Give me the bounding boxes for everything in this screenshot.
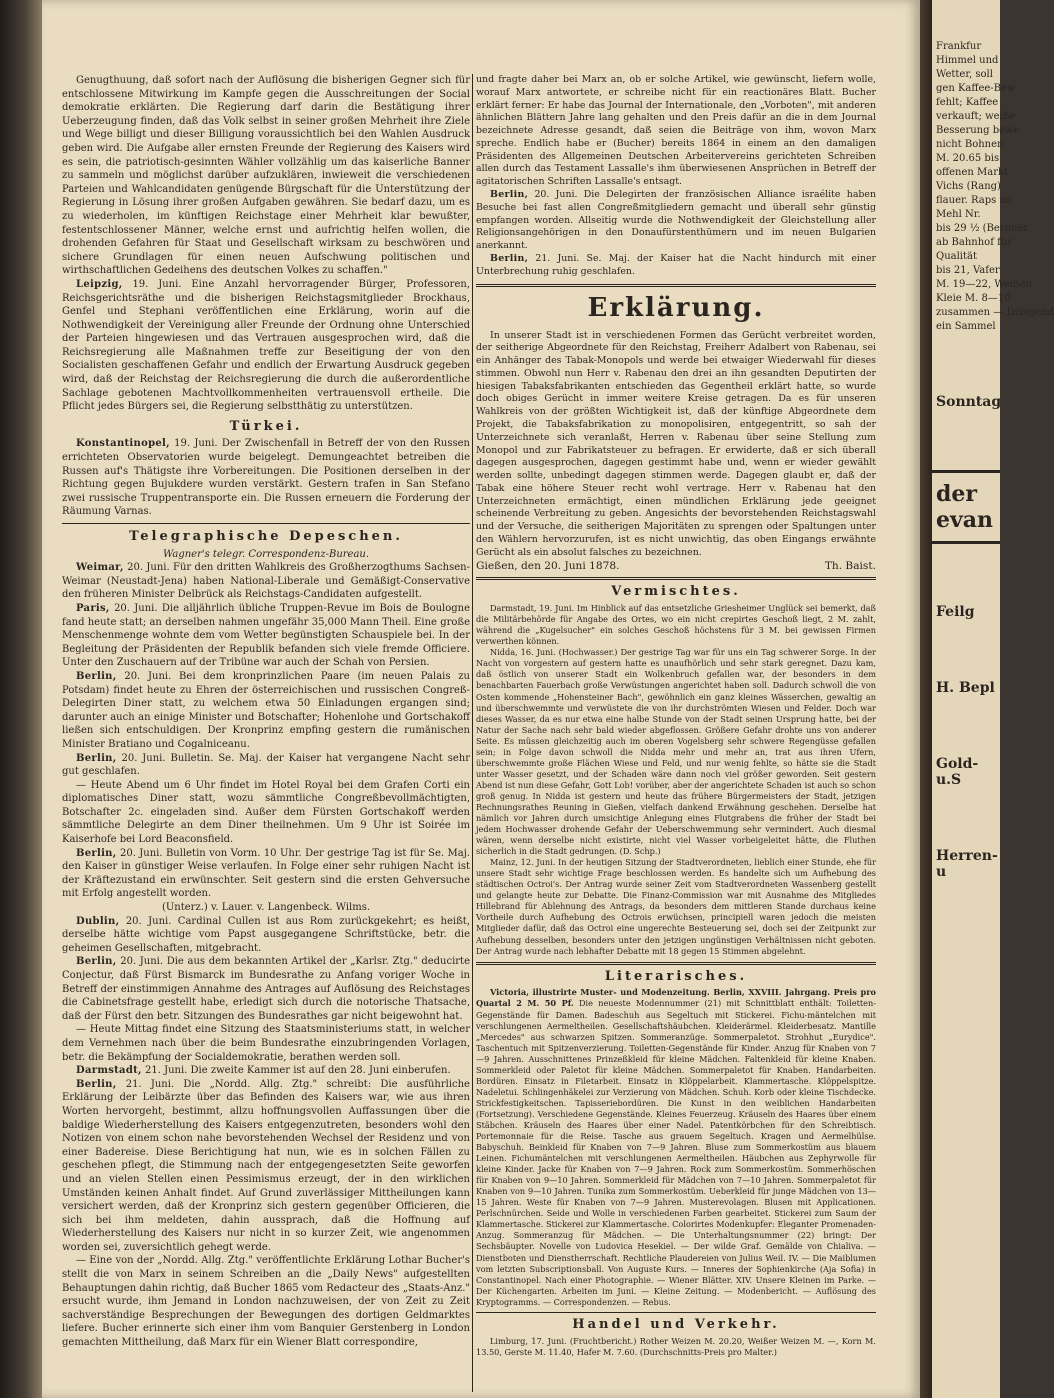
dateline: Berlin, xyxy=(490,252,529,264)
adjacent-page-heading: H. Bepl xyxy=(936,680,995,696)
book-gutter xyxy=(920,0,932,1398)
right-column xyxy=(476,74,876,1358)
dateline-paragraph xyxy=(62,1064,470,1078)
adjacent-page-fragment: flauer. Raps no xyxy=(936,195,1012,206)
dateline-paragraph xyxy=(62,670,470,752)
dateline: Konstantinopel, xyxy=(76,438,170,450)
dateline-text: 21. Juni. Die zweite Kammer ist auf den 28. Juni einberufen. xyxy=(145,1065,451,1077)
dateline: Darmstadt, xyxy=(76,1065,142,1077)
dateline-text: 19. Juni. Eine Anzahl hervorragender Bürger, Professoren, Reichsgerichtsräthe und die bisherigen Reichstagsmitglieder Brockhaus, Genfel und Stephani veröffentlichen eine Erklärung, worin auf die Nothwendigkeit der Vereinigung aller Freunde der Ordnung ohne Unterschied der Parteien hingewiesen und das Vertrauen ausgesprochen wird, daß die Reichsregierung alle Maßnahmen treffe zur Beseitigung der von den Socialisten geschaffenen Gefahr und endlich der Erwartung Ausdruck gegeben wird, daß der Reichstag der Reichsregierung die durch die außerordentliche Sachlage gebotenen Machtvollkommenheiten vertrauensvoll ertheile. Die Pflicht jedes Bürgers sei, die Regierung selbstthätig zu unterstützen. xyxy=(62,278,470,413)
adjacent-page-fragment: fehlt; Kaffee xyxy=(936,97,999,108)
column-divider xyxy=(472,74,473,1392)
dateline-text: 20. Juni. Für den dritten Wahlkreis des Großherzogthums Sachsen-Weimar (Neustadt-Jena) haben National-Liberale und Gemäßigt-Conservative den früheren Minister Delbrück als Reichstags-Candidaten aufgestellt. xyxy=(62,562,470,601)
dateline-paragraph xyxy=(476,189,876,253)
adjacent-page-fragment: Kleie M. 8—10 xyxy=(936,293,1011,304)
literarisches-body xyxy=(476,987,876,1307)
adjacent-page-fragment: Wetter, soll xyxy=(936,69,993,80)
handel-rule xyxy=(476,1312,876,1313)
vermischtes-rule xyxy=(476,577,876,580)
dateline-text: 20. Juni. Cardinal Cullen ist aus Rom zurückgekehrt; es heißt, derselbe hätte wichtige vom Papst ausgegangene Schriftstücke, betr. die geheimen Gesellschaften, mitgebracht. xyxy=(62,915,470,954)
dateline-paragraph xyxy=(62,955,470,1023)
erklaerung-rule-top xyxy=(476,284,876,287)
literarisches-text: Die neueste Modennummer (21) mit Schnittblatt enthält: Toiletten-Gegenstände für Damen. Badeschuh aus Segeltuch mit Stickerei. Fichu-mäntelchen mit verschlungenen Aermeltheilen. Gesellschaftshäubchen. Kleiderärmel. Kleiderbesatz. Mantille „Mercedes" aus schwarzen Spitzen. Sommeranzüge. Sommerpaletot. Strohhut „Eurydice". Taschentuch mit Spitzenverzierung. Toiletten-Gegenstände für Kinder. Anzug für Knaben von 7—9 Jahren. Ausschnittenes Prinzeßkleid für kleine Mädchen. Faltenkleid für kleine Knaben. Sommerkleid oder Paletot für kleine Mädchen. Sommerpaletot für Knaben. Handarbeiten. Bordüren. Einsatz in Filetarbeit. Einsatz in Klöppelarbeit. Klammertasche. Klöppelspitze. Nadeletui. Schlingenhäkelei zur Verzierung von Mädchen. Schuh. Korb oder kleine Tischdecke. Strickfestigkeitschen. Tapisseriebordüren. Die Kunst in den weiblichen Handarbeiten (Fortsetzung). Verschiedene Gegenstände. Kleines Feuerzeug. Kräuseln des Haares über einem Stäbchen. Kräuseln des Haares über einer Nadel. Patentkörbchen für den Schreibtisch. Portemonnaie für die Reise. Tasche aus grauem Segeltuch. Kragen und Aermelhülse. Babyschuh. Beinkleid für Knaben von 7—9 Jahren. Bluse zum Sommerkostüm aus blauem Leinen. Fichumäntelchen mit verschlungenen Aermeltheilen. Häubchen aus Zephyrwolle für kleine Kinder. Jacke für Knaben von 7—9 Jahren. Rock zum Sommerkostüm. Sommerhöschen für Knaben von 9—10 Jahren. Sommerkleid für Mädchen von 7—10 Jahren. Sommerpaletot für Knaben von 9—10 Jahren. Tunika zum Sommerkostüm. Ueberkleid für junge Mädchen von 13—15 Jahren. Weste für Knaben von 7—9 Jahren. Musterevolagen. Blusen mit Applicationen. Perlschnürchen. Seide und Wolle in verschiedenen Farben gearbeitet. Stickerei zum Saum der Klammertasche. Stickerei zur Klammertasche. Colorirtes Modenkupfer: Eleganter Promenaden-Anzug. Sommeranzug für Mädchen. — Die Unterhaltungsnummer (22) bringt: Der Sechsbäupter. Novelle von Ludovica Hesekiel. — Der wilde Graf. Gemälde von Chialiva. — Dienstboten und Dienstherrschaft. Rechtliche Plaudereien von Julius Weil. IV. — Die Maiblumen vom letzten Subscriptionsball. Von Auguste Kurs. — Inneres der Sophienkirche (Aja Sofia) in Constantinopel. Nach einer Photographie. — Wiener Blätter. XIV. Unsere Kleinen im Parke. — Der Küchengarten. Arbeiten im Juni. — Kleine Zeitung. — Modenbericht. — Auflösung des Kryptogramms. — Correspondenzen. — Rebus. xyxy=(476,998,876,1307)
dateline-paragraph xyxy=(476,253,876,279)
literarisches-rule xyxy=(476,962,876,965)
dateline-paragraph xyxy=(62,561,470,602)
adjacent-page-fragment: M. 19—22, Weißen xyxy=(936,279,1033,290)
dateline: Berlin, xyxy=(76,752,117,764)
erklaerung-title: Erklärung. xyxy=(587,292,765,323)
vermischtes-items xyxy=(476,603,876,957)
dateline-text: 21. Juni. Die „Nordd. Allg. Ztg." schreibt: Die ausführliche Erklärung der Leibärzte über das Befinden des Kaisers war, wie aus ihren Worten hervorgeht, bestimmt, allzu hoffnungsvollen Auffassungen über die baldige Wiederherstellung des Kaisers entgegenzutreten, besonders wohl den Notizen von einem schon nahe bevorstehenden Wechsel der Residenz und von einer Badereise. Diese Berichtigung hat nun, wie es in solchen Fällen zu geschehen pflegt, die Stimmung nach der entgegengesetzten Seite geworfen und an vielen Stellen einen Pessimismus erzeugt, der in den wirklichen Umständen keinen Anhalt findet. Auf Grund zuverlässiger Mittheilungen kann versichert werden, daß der Kronprinz sich gestern gegenüber Officieren, die sich bei ihm meldeten, dahin aussprach, daß die Hoffnung auf Wiederherstellung des Kaisers nur nicht in so kurzer Zeit, wie angenommen worden sei, zuversichtlich gehegt werde. xyxy=(62,1078,470,1253)
article-paragraph: und fragte daher bei Marx an, ob er solche Artikel, wie gewünscht, liefern wolle, worauf Marx antwortete, er schreibe nicht für ein reactionäres Blatt. Bucher erklärt ferner: Er habe das Journal der Internationale, den „Vorboten", mit anderen ähnlichen Blättern Jahre lang gehalten und den Preis dafür an die in dem Journal bezeichnete Adresse gesandt, daß seien die Beiträge von ihm, wovon Marx spreche. Endlich habe er (Bucher) bereits 1864 in einem an den damaligen Präsidenten des Allgemeinen Deutschen Arbeitervereins gerichteten Schreiben allen durch das Testament Lassalle's ihm überwiesenen Ansprüchen in Betreff der agitatorischen Schriften Lassalle's entsagt. xyxy=(476,74,876,188)
adjacent-page-fragment: Vichs (Rang) xyxy=(936,181,1001,192)
dateline: Dublin, xyxy=(76,915,120,927)
dateline: Weimar, xyxy=(76,562,124,574)
literarisches-head: Victoria, illustrirte Muster- und Modenzeitung. Berlin, XXVIII. Jahrgang. Preis pro Quartal 2 M. 50 Pf. xyxy=(476,987,876,1009)
vermischtes-item: Darmstadt, 19. Juni. Im Hinblick auf das entsetzliche Griesheimer Unglück sei bemerkt, daß die Militärbehörde für Angabe des Ortes, wo ein nicht crepirtes Geschoß liegt, 2 M. zahlt, während die „Kugelsucher" ein solches Geschoß höchstens für 3 M. bei gewissen Firmen verwerthen können. xyxy=(476,603,876,647)
book-spine xyxy=(0,0,42,1398)
adjacent-page-fragment: Besserung bewe xyxy=(936,125,1020,136)
adjacent-page-heading: der evan xyxy=(932,470,1000,544)
adjacent-page-fragment: bis 21, Vafer xyxy=(936,265,1000,276)
adjacent-page-fragment: verkauft; weiße xyxy=(936,111,1016,122)
dateline: Berlin, xyxy=(76,1078,117,1090)
section-rule xyxy=(62,523,470,524)
vermischtes-title: Vermischtes. xyxy=(611,584,741,600)
article-paragraph: — Eine von der „Nordd. Allg. Ztg." veröffentlichte Erklärung Lothar Bucher's stellt die von Marx in seinem Schreiben an die „Daily News" aufgestellten Behauptungen dahin richtig, daß Bucher 1865 vom Redacteur des „Staats-Anz." ersucht wurde, ihm Jemand in London nachzuweisen, der von Zeit zu Zeit sachverständige Besprechungen der Bewegungen des dortigen Geldmarktes liefere. Bucher erinnerte sich einer ihm vom Banquier Gerstenberg in London gemachten Mittheilung, daß Marx für ein Wiener Blatt correspondire, xyxy=(62,1255,470,1349)
dateline-text: 21. Juni. Se. Maj. der Kaiser hat die Nacht hindurch mit einer Unterbrechung ruhig geschlafen. xyxy=(476,252,877,277)
adjacent-page-heading: Feilg xyxy=(936,604,975,620)
handel-body xyxy=(476,1336,876,1358)
literarisches-title: Literarisches. xyxy=(604,968,748,984)
erklaerung-signature: Th. Baist. xyxy=(824,559,876,572)
dateline-paragraph xyxy=(62,915,470,956)
adjacent-page-fragment: zusammen — Dringend xyxy=(936,307,1054,318)
erklaerung-text: In unserer Stadt ist in verschiedenen Formen das Gerücht verbreitet worden, der seitherige Abgeordnete für den Reichstag, Freiherr Adalbert von Rabenau, sei ein Anhänger des Tabak-Monopols und werde bei etwaiger Wiederwahl für dieses stimmen. Obwohl nun Herr v. Rabenau den drei an ihn gesandten Deputirten der hiesigen Tabaksfabrikanten entschieden das Gegentheil erklärt hatte, so wurde doch obiges Gerücht in immer weitere Kreise getragen. Da es für unseren Wahlkreis von der größten Wichtigkeit ist, daß der künftige Abgeordnete dem Projekt, die Tabaksfabrikation zu monopolisiren, entgegentritt, so sah der Unterzeichnete sich veranlaßt, Herren v. Rabenau über seine Stellung zum Monopol und zur Fabrikatsteuer zu befragen. Er erwiderte, daß er sich überall dagegen ausgesprochen, dagegen gestimmt habe und, wenn er wieder gewählt werden sollte, unbedingt dagegen stimmen werde. Dagegen glaubt er, daß der Tabak eine höhere Steuer recht wohl vertrage. Herr v. Rabenau hat den Unterzeichneten ermächtigt, einen mündlichen Erklärung jede geeignet scheinende Verbreitung zu geben. Angesichts der bevorstehenden Reichstagswahl und der Versuche, die seitherigen Majoritäten zu sprengen oder Spaltungen unter den Wählern hervorzurufen, ist es nicht unwichtig, das oben Eingangs erwähnte Gerücht als ein absolut falsches zu bezeichnen. xyxy=(476,329,876,558)
dateline-paragraph xyxy=(62,1078,470,1255)
adjacent-page-fragment: gen Kaffee-Bew xyxy=(936,83,1016,94)
vermischtes-item: Mainz, 12. Juni. In der heutigen Sitzung der Stadtverordneten, lieblich einer Stunde, ehe für unsere Stadt sehr wichtige Frage beschlossen werden. Es handelte sich um Aufhebung des städtischen Octroi's. Der Antrag wurde seiner Zeit vom Stadtverordneten Wassenberg gestellt und gelangte heute zur Debatte. Die Finanz-Commission war mit Ausnahme des Mitgliedes Hillebrand für Ablehnung des Antrags, da besonders dem mittleren Stande durchaus keine Vortheile durch Aufhebung des Octrois erwüchsen, principiell waren jedoch die meisten Mitglieder dafür, daß das Octroi eine ungerechte Besteuerung sei, doch sei der Zeitpunkt zur Aufhebung desselben, besonders unter den jetzigen ungünstigen Verhältnissen nicht geboten. Der Antrag wurde nach lebhafter Debatte mit 18 gegen 15 Stimmen abgelehnt. xyxy=(476,857,876,956)
adjacent-page-fragment: Mehl Nr. xyxy=(936,209,981,220)
adjacent-page-fragment: ein Sammel xyxy=(936,321,996,332)
dateline-paragraph xyxy=(62,437,470,519)
dateline-paragraph xyxy=(62,847,470,901)
adjacent-page-fragment: Qualität xyxy=(936,251,977,262)
erklaerung-signature-line xyxy=(476,560,876,573)
dateline-text: 19. Juni. Der Zwischenfall in Betreff der von den Russen errichteten Observatorien wurde beigelegt. Demungeachtet betreiben die Russen auf's Thätigste ihre Vorbereitungen. Die Positionen derselben in der Richtung gegen Bujukdere wurden verstärkt. Gestern trafen in San Stefano zwei russische Truppentransporte ein. Die Russen erneuern die Forderung der Räumung Varnas. xyxy=(62,438,470,518)
adjacent-page-fragment: nicht Bohnen xyxy=(936,139,1004,150)
left-column xyxy=(62,74,470,1350)
adjacent-page-edge xyxy=(932,0,1054,1398)
dateline-text: 20. Juni. Bulletin. Se. Maj. der Kaiser hat vergangene Nacht sehr gut geschlafen. xyxy=(62,752,470,778)
vermischtes-item: Nidda, 16. Juni. (Hochwasser.) Der gestrige Tag war für uns ein Tag schwerer Sorge. In der Nacht von vorgestern auf gestern hatte es unaufhörlich und sehr stark geregnet. Dazu kam, daß östlich von unserer Stadt ein Wolkenbruch gefallen war, der besonders in dem benachbarten Fauerbach große Verwüstungen angerichtet haben soll. Dadurch schwoll die von Osten kommende „Hohensteiner Bach", gewöhnlich ein ganz kleines Wässerchen, gewaltig an und überschwemmte und verwüstete die von ihr durchströmten Wiesen und Felder. Doch war dieses Wasser, da es nur etwa eine halbe Stunde von der Stadt seinen Ursprung hatte, bei der Natur der Sache nach sehr bald wieder abgeflossen. Größere Gefahr drohte uns von anderer Seite. Es müssen gleichzeitig auch im oberen Vogelsberg sehr schwere Regengüsse gefallen sein; in Folge davon schwoll die Nidda mehr und mehr an, trat aus ihren Ufern, überschwemmte große Flächen Wiese und Feld, und nur wenig fehlte, so hätte sie die Stadt unter Wasser gesetzt, und der Schaden wäre dann noch viel größer geworden. Seit gestern Abend ist nun diese Gefahr, Gott Lob! vorüber, aber der angerichtete Schaden ist auch so schon groß genug. In Nidda ist gestern und heute das frühere Bürgermeisters der Stadt, jetzigen Rechnungsrathes Reuning in Gießen, vielfach dankend Erwähnung geschehen. Derselbe hat nämlich vor Jahren durch umsichtige Anlegung eines Flutgrabens die früher der Stadt bei jedem Hochwasser drohende Gefahr der Ueberschwemmung sehr vermindert. Auch diesmal wären, wenn derselbe nicht existirte, nicht viel Wasser vorbeigeleitet hätte, die Fluthen sicherlich in die Stadt gedrungen. (D. Schp.) xyxy=(476,647,876,857)
dateline-text: 20. Juni. Die aus dem bekannten Artikel der „Karlsr. Ztg." deducirte Conjectur, daß Fürst Bismarck im Bundesrathe zu Anfang voriger Woche in Betreff der einstimmigen Annahme des Antrages auf Auflösung des Reichstages die Cabinetsfrage gestellt habe, erledigt sich durch die notorische Thatsache, daß der Fürst den betr. Sitzungen des Bundesrathes gar nicht beigewohnt hat. xyxy=(62,956,470,1022)
dateline-paragraph xyxy=(62,752,470,779)
dateline-text: 20. Juni. Die Delegirten der französischen Alliance israélite haben Besuche bei fast allen Congreßmitgliedern gemacht und überall sehr günstig empfangen worden. Allseitig wurde die Nothwendigkeit der Gleichstellung aller Religionsangehörigen in den Donaufürstenthümern und im neuen Bulgarien anerkannt. xyxy=(476,189,876,252)
adjacent-page-fragment: Frankfur xyxy=(936,41,982,52)
article-paragraph: — Heute Abend um 6 Uhr findet im Hotel Royal bei dem Grafen Corti ein diplomatisches Diner statt, wozu sämmtliche Congreßbevollmächtigten, Botschafter 2c. eingeladen sind. Außer dem Fürsten Gortschakoff werden sämmtliche Delegirte an dem Diner theilnehmen. Um 9 Uhr ist Soirée im Kaiserhofe bei Lord Beaconsfield. xyxy=(62,779,470,846)
section-heading: Türkei. xyxy=(229,418,303,434)
dateline-text: 20. Juni. Bulletin von Vorm. 10 Uhr. Der gestrige Tag ist für Se. Maj. den Kaiser in günstiger Weise verlaufen. In Folge einer sehr ruhigen Nacht ist der Kräftezustand ein erwünschter. Seit gestern sind die ersten Gehversuche mit Erfolg angestellt worden. xyxy=(62,847,470,900)
bureau-subheading: Wagner's telegr. Correspondenz-Bureau. xyxy=(162,548,370,560)
dateline: Berlin, xyxy=(490,189,529,201)
dateline-paragraph xyxy=(62,602,470,670)
dateline-text: 20. Juni. Die alljährlich übliche Truppen-Revue im Bois de Boulogne fand heute statt; an derselben nahmen ungefähr 35,000 Mann Theil. Eine große Menschenmenge wohnte dem vom Wetter begünstigten Schauspiele bei. In der Begleitung der Präsidenten der Republik befanden sich viele fremde Officiere. Unter den Zuschauern auf der Tribüne war auch der Schah von Persien. xyxy=(62,602,471,669)
article-paragraph: — Heute Mittag findet eine Sitzung des Staatsministeriums statt, in welcher dem Vernehmen nach über die beim Bundesrathe einzubringenden Vorlagen, betr. die Bekämpfung der Socialdemokratie, berathen werden soll. xyxy=(62,1024,470,1063)
handel-title: Handel und Verkehr. xyxy=(572,1316,780,1332)
adjacent-page-fragment: offenen Markt xyxy=(936,167,1009,178)
dateline-paragraph xyxy=(62,278,470,414)
bulletin-signature: (Unterz.) v. Lauer. v. Langenbeck. Wilms. xyxy=(161,902,371,914)
adjacent-page-heading: Sonntag xyxy=(936,394,1002,410)
adjacent-page-heading: Gold-u.S xyxy=(936,756,979,788)
adjacent-page-fragment: Himmel und xyxy=(936,55,999,66)
adjacent-page-fragment: ab Bahnhof für xyxy=(936,237,1012,248)
dateline: Leipzig, xyxy=(76,278,123,290)
dateline: Berlin, xyxy=(76,847,117,859)
dateline: Paris, xyxy=(76,602,110,614)
section-heading: Telegraphische Depeschen. xyxy=(129,529,403,544)
adjacent-page-fragment: M. 20.65 bis xyxy=(936,153,1000,164)
article-paragraph: Genugthuung, daß sofort nach der Auflösung die bisherigen Gegner sich für entschlossene Mitwirkung im Kampfe gegen die Ausschreitungen der Social demokratie erklärten. Die Regierung darf darin die Bestätigung ihrer Ueberzeugung finden, daß das Volk selbst in seiner großen Mehrheit ihre Ziele und Wege billigt und dieser Billigung voraussichtlich bei den Wahlen Ausdruck geben wird. Die Aufgabe aller ernsten Freunde der Regierung des Kaisers wird es sein, die patriotisch-gesinnten Wähler vollzählig um das kaiserliche Banner zu sammeln und möglichst darüber aufzuklären, inwieweit die verschiedenen Parteien und Wahlcandidaten genügende Bürgschaft für die Unterstützung der Regierung in Lösung ihrer großen Aufgaben gewähren. Sie bedarf dazu, um es zu wiederholen, im künftigen Reichstage einer Mehrheit klar bewußter, festentschlossener Männer, welche ernst und aufrichtig helfen wollen, die drohenden Gefahren für Staat und Gesellschaft wirksam zu beschwören und sichere Grundlagen für einen neuen Aufschwung politischen und wirthschaftlichen Gedeihens des deutschen Volkes zu schaffen." xyxy=(62,75,470,277)
adjacent-page-fragment: bis 29 ½ (Berliner xyxy=(936,223,1029,234)
dateline: Berlin, xyxy=(76,956,117,968)
dateline: Berlin, xyxy=(76,670,117,682)
dateline-text: 20. Juni. Bei dem kronprinzlichen Paare (im neuen Palais zu Potsdam) findet heute zu Ehren der österreichischen und russischen Congreß-Delegirten Diner statt, zu welchem etwa 50 Einladungen ergangen sind; darunter auch an einige Minister und Botschafter; Hohenlohe und Gortschakoff ließen sich entschuldigen. Der Kronprinz empfing gestern die rumänischen Minister Bratiano und Cogalniceanu. xyxy=(62,670,470,750)
handel-text: Limburg, 17. Juni. (Fruchtbericht.) Rother Weizen M. 20.20, Weißer Weizen M. —, Korn M. 13.50, Gerste M. 11.40, Hafer M. 7.60. (Durchschnitts-Preis pro Malter.) xyxy=(476,1335,876,1357)
adjacent-page-heading: Herren-u xyxy=(936,848,998,880)
erklaerung-place-date: Gießen, den 20. Juni 1878. xyxy=(476,559,620,572)
